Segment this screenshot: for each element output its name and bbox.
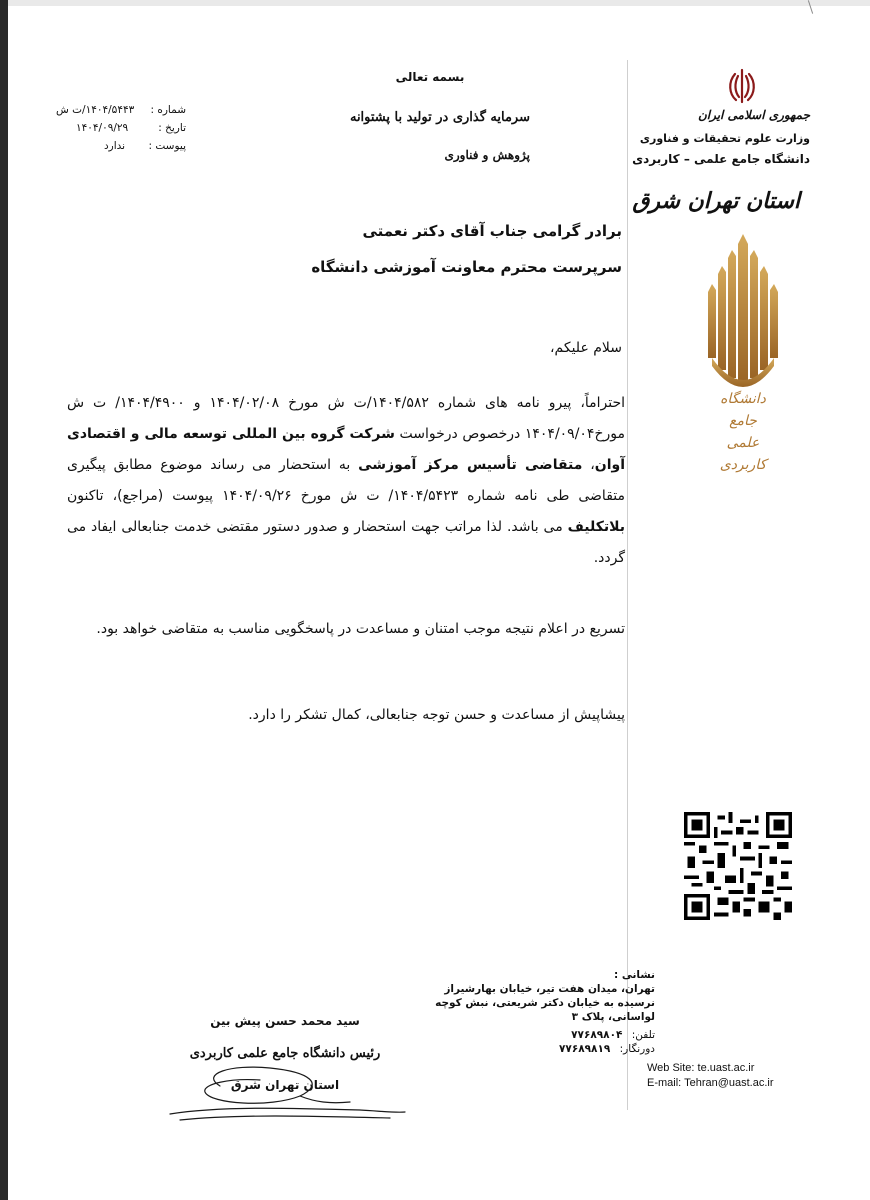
university-logo-icon [702, 232, 784, 402]
ministry-name: وزارت علوم تحقیقات و فناوری [639, 132, 810, 145]
number-value: ۱۴۰۴/۵۴۴۳/ت ش [56, 104, 135, 116]
handwritten-signature [160, 1056, 410, 1126]
province-name: استان تهران شرق [632, 188, 800, 214]
address-line2: نرسیده به خیابان دکتر شریعتی، نبش کوچه [435, 997, 655, 1009]
fax-row [425, 1042, 655, 1056]
signer-name: سید محمد حسن پیش بین [210, 1014, 360, 1028]
main-paragraph [67, 388, 625, 574]
invocation: بسمه تعالی [395, 70, 465, 84]
scan-left-edge [0, 0, 8, 1200]
logo-caption-line2: علمی کاربردی [719, 435, 767, 473]
website-link[interactable]: Web Site: te.uast.ac.ir [647, 1062, 755, 1074]
phone-value: ۷۷۶۸۹۸۰۴ [571, 1029, 623, 1041]
address-label: نشانی : [614, 969, 655, 981]
signer-title: رئیس دانشگاه جامع علمی کاربردی [189, 1046, 381, 1061]
greeting: سلام علیکم، [550, 340, 622, 356]
attachment-value: ندارد [104, 140, 126, 152]
address-line1: تهران، میدان هفت تیر، خیابان بهارشیراز [444, 983, 655, 995]
para1-bold1: شرکت گروه بین المللی توسعه مالی و اقتصادی آوان [67, 426, 626, 473]
recipient-line2: سرپرست محترم معاونت آموزشی دانشگاه [311, 258, 622, 276]
date-value: ۱۴۰۴/۰۹/۲۹ [76, 122, 129, 134]
phone-label: تلفن: [631, 1029, 655, 1041]
address-line3: لواسانی، پلاک ۳ [571, 1011, 655, 1023]
qr-code-icon [684, 812, 792, 920]
fax-value: ۷۷۶۸۹۸۱۹ [559, 1043, 611, 1055]
attachment-label: پیوست : [148, 140, 186, 152]
scan-top-edge [0, 0, 870, 6]
para1-part3: به استحضار می رساند موضوع مطابق پیگیری متقاضی طی نامه شماره ۱۴۰۴/۵۴۲۳/ ت ش مورخ ۱۴۰۴/۰۹/۲۶ پیوست (مراجع)، تاکنون [67, 457, 625, 504]
paragraph-3: پیشاپیش از مساعدت و حسن توجه جنابعالی، کمال تشکر را دارد. [248, 707, 625, 723]
iran-emblem-icon [722, 66, 762, 106]
logo-caption-line1: دانشگاه جامع [720, 391, 766, 429]
slogan-line2: پژوهش و فناوری [444, 148, 530, 162]
address-block [425, 968, 655, 1056]
slogan-line1: سرمایه گذاری در تولید با پشتوانه [349, 110, 530, 125]
university-name: دانشگاه جامع علمی – کاربردی [632, 152, 810, 166]
para1-part2: ، [582, 457, 595, 473]
para1-part1: احتراماً، پیرو نامه های شماره ۱۴۰۴/۵۸۲/ت ش مورخ ۱۴۰۴/۰۲/۰۸ و ۱۴۰۴/۴۹۰۰/ ت ش مورخ۱۴۰۴/۰۹/۰۴ درخصوص درخواست [67, 395, 625, 442]
signer-province: استان تهران شرق [230, 1078, 340, 1092]
email-link[interactable]: E-mail: Tehran@uast.ac.ir [647, 1077, 774, 1089]
recipient-line1: برادر گرامی جناب آقای دکتر نعمتی [362, 222, 622, 240]
column-divider [627, 60, 628, 1110]
date-label: تاریخ : [158, 122, 186, 134]
logo-caption [708, 388, 778, 476]
para1-bold3: بلاتکلیف [567, 519, 625, 535]
paragraph-2: تسریع در اعلام نتیجه موجب امتنان و مساعدت در پاسخگویی مناسب به متقاضی خواهد بود. [96, 621, 625, 637]
para1-bold2: متقاضی تأسیس مرکز آموزشی [358, 457, 583, 473]
fax-label: دورنگار: [619, 1043, 655, 1055]
para1-part4: می باشد. لذا مراتب جهت استحضار و صدور دستور مقتضی خدمت جنابعالی ایفاد می گردد. [67, 519, 625, 566]
republic-name: جمهوری اسلامی ایران [697, 108, 810, 122]
number-label: شماره : [150, 104, 186, 116]
phone-row [425, 1028, 655, 1042]
